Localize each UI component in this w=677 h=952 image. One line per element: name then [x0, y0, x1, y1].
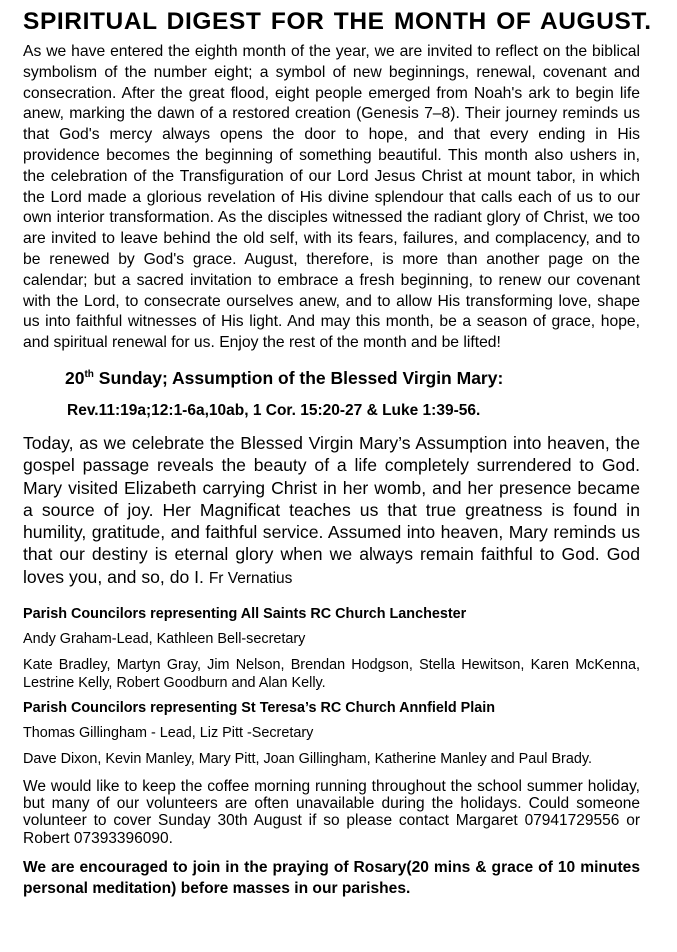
sunday-ordinal-suffix: th	[84, 368, 94, 380]
sunday-heading-text: Sunday; Assumption of the Blessed Virgin Mary:	[93, 367, 504, 388]
author-signature: Fr Vernatius	[208, 569, 293, 587]
st-teresa-council-heading: Parish Councilors representing St Teresa’s RC Church Annfield Plain	[23, 700, 496, 717]
coffee-morning-notice: We would like to keep the coffee morning running throughout the school summer holiday, but many of our volunteers are often unavailable during the holidays. Could someone volunteer to cover Sunday 30th August if so please contact Margaret 07941729556 or Robert 07393396090.	[23, 778, 640, 847]
parish-newsletter-page	[23, 8, 652, 900]
rosary-notice: We are encouraged to join in the praying of Rosary(20 mins & grace of 10 minutes personal meditation) before masses in our parishes.	[23, 858, 640, 898]
page-title: SPIRITUAL DIGEST FOR THE MONTH OF AUGUST.	[23, 8, 652, 35]
sunday-number: 20	[65, 367, 85, 388]
all-saints-council-heading: Parish Councilors representing All Saints RC Church Lanchester	[23, 606, 467, 623]
digest-intro-paragraph: As we have entered the eighth month of the year, we are invited to reflect on the biblical symbolism of the number eight; a symbol of new beginnings, renewal, covenant and consecration. After the great flood, eight people emerged from Noah's ark to begin life anew, marking the dawn of a restored creation (Genesis 7–8). Their journey reminds us that God's mercy always opens the door to hope, and that every ending in His providence becomes the beginning of something beautiful. This month also ushers in, the celebration of the Transfiguration of our Lord Jesus Christ at mount tabor, in which the Lord made a glorious revelation of His divine splendour that calls each of us to our own interior transformation. As the disciples witnessed the radiant glory of Christ, we too are invited to leave behind the old self, with its fears, failures, and complacency, and to be renewed by God's grace. August, therefore, is more than another page on the calendar; but a sacred invitation to embrace a fresh beginning, to renew our covenant with the Lord, to consecrate ourselves anew, and to allow His transforming love, shape us into faithful witnesses of His light. And may this month, be a season of grace, hope, and spiritual renewal for us. Enjoy the rest of the month and be lifted!	[23, 43, 640, 352]
st-teresa-council-leads: Thomas Gillingham - Lead, Liz Pitt -Secretary	[23, 725, 314, 742]
sunday-heading	[65, 368, 640, 389]
st-teresa-council-members: Dave Dixon, Kevin Manley, Mary Pitt, Joan Gillingham, Katherine Manley and Paul Brady.	[23, 751, 592, 768]
reflection-text: Today, as we celebrate the Blessed Virgin Mary’s Assumption into heaven, the gospel passage reveals the beauty of a life completely surrendered to God. Mary visited Elizabeth carrying Christ in her womb, and her presence became a source of joy. Her Magnificat teaches us that true greatness is found in humility, gratitude, and faithful service. Assumed into heaven, Mary reminds us that our destiny is eternal glory when we always remain faithful to God. God loves you, and so, do I.	[23, 432, 640, 587]
mass-readings: Rev.11:19a;12:1-6a,10ab, 1 Cor. 15:20-27 & Luke 1:39-56.	[67, 401, 481, 419]
all-saints-council-members: Kate Bradley, Martyn Gray, Jim Nelson, Brendan Hodgson, Stella Hewitson, Karen McKenna, Lestrine Kelly, Robert Goodburn and Alan Kelly.	[23, 657, 640, 692]
all-saints-council-leads: Andy Graham-Lead, Kathleen Bell-secretary	[23, 631, 306, 648]
sunday-reflection	[23, 432, 640, 590]
